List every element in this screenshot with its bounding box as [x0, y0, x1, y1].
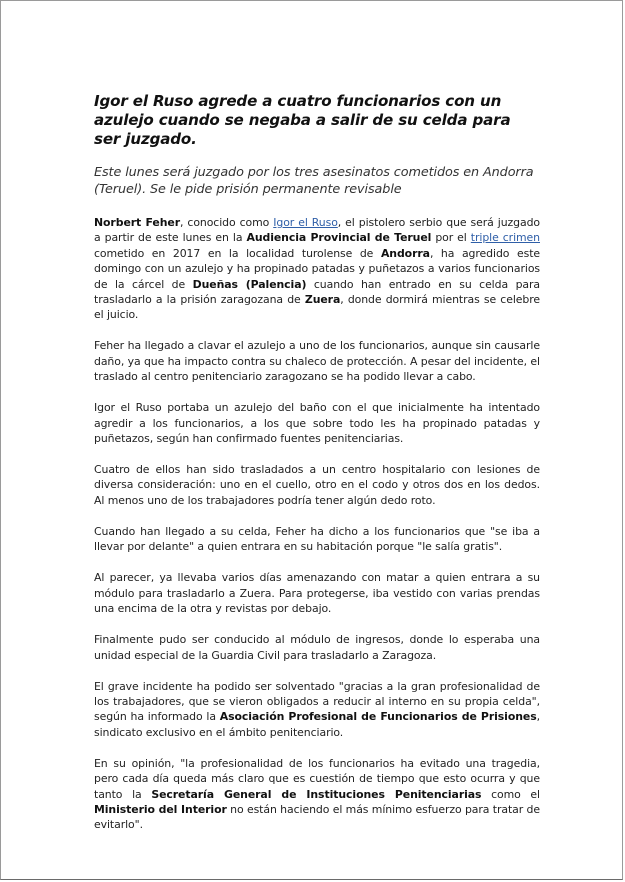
text-run: Feher ha llegado a clavar el azulejo a uno de los funcionarios, aunque sin causarle daño, ya que ha impacto contra su chaleco de protección. A pesar del incidente, el traslado al centro penitenciario zaragozano se ha podido llevar a cabo. [94, 339, 540, 384]
bold-text: Zuera [304, 293, 341, 307]
inline-link[interactable]: triple crimen [470, 231, 540, 245]
text-run: , conocido como [180, 216, 274, 229]
text-run: , ha agredido este domingo con un azulejo y ha propinado patadas y puñetazos a varios funcionarios de la cárcel de [94, 246, 541, 291]
text-run: , donde dormirá mientras se celebre el juicio. [94, 293, 541, 322]
text-run: El grave incidente ha podido ser solventado "gracias a la gran profesionalidad de los trabajadores, que se vieron obligados a reducir al interno en su propia celda", según ha informado la [94, 679, 540, 724]
text-run: como el [481, 787, 540, 801]
text-run: por el [431, 231, 471, 245]
text-run: Al parecer, ya llevaba varios días amenazando con matar a quien entrara a su módulo para trasladarlo a Zuera. Para protegerse, iba vestido con varias prendas una encima de la otra y revistas por debajo. [94, 571, 540, 616]
text-run: Cuando han llegado a su celda, Feher ha dicho a los funcionarios que "se iba a llevar por delante" a quien entrara en su habitación porque "le salía gratis". [94, 524, 540, 554]
text-run: Igor el Ruso portaba un azulejo del baño con el que inicialmente ha intentado agredir a los funcionarios, a los que sobre todo les ha propinado patadas y puñetazos, según han confirmado fuentes penitenciarias. [94, 401, 540, 446]
bold-text: Dueñas (Palencia) [192, 277, 307, 291]
text-run: no están haciendo el más mínimo esfuerzo para tratar de evitarlo". [94, 802, 540, 832]
paragraph [94, 338, 540, 384]
bold-text: Secretaría General de Instituciones Penitenciarias [151, 787, 482, 801]
text-run: cometido en 2017 en la localidad turolense de [94, 246, 381, 260]
paragraph [94, 462, 540, 508]
bold-text: Norbert Feher [94, 216, 181, 229]
text-run: En su opinión, "la profesionalidad de los funcionarios ha evitado una tragedia, pero cada día queda más claro que es cuestión de tiempo que esto ocurra y que tanto la [94, 756, 540, 801]
paragraph [94, 570, 540, 616]
text-run: cuando han entrado en su celda para trasladarlo a la prisión zaragozana de [94, 277, 540, 307]
bold-text: Asociación Profesional de Funcionarios de Prisiones [219, 710, 537, 724]
article-subtitle: Este lunes será juzgado por los tres asesinatos cometidos en Andorra (Teruel). Se le pide prisión permanente revisable [94, 165, 534, 197]
bold-text: Andorra [380, 246, 430, 260]
paragraph [94, 524, 540, 555]
paragraph [94, 756, 540, 833]
article-title: Igor el Ruso agrede a cuatro funcionarios con un azulejo cuando se negaba a salir de su celda para ser juzgado. [94, 92, 511, 148]
paragraph [94, 215, 540, 323]
paragraph [94, 632, 540, 663]
paragraph [94, 679, 540, 741]
text-run: Finalmente pudo ser conducido al módulo de ingresos, donde lo esperaba una unidad especial de la Guardia Civil para trasladarlo a Zaragoza. [94, 633, 540, 662]
inline-link[interactable]: Igor el Ruso [273, 216, 338, 229]
text-run: , sindicato exclusivo en el ámbito penitenciario. [94, 710, 540, 739]
text-run: Cuatro de ellos han sido trasladados a un centro hospitalario con lesiones de diversa consideración: uno en el cuello, otro en el codo y otros dos en los dedos. Al menos uno de los trabajadores podría tener algún dedo roto. [94, 463, 540, 507]
article [94, 92, 540, 833]
paragraph [94, 400, 540, 446]
bold-text: Ministerio del Interior [94, 802, 227, 816]
bold-text: Audiencia Provincial de Teruel [246, 231, 432, 245]
article-body [94, 215, 540, 833]
text-run: , el pistolero serbio que será juzgado a partir de este lunes en la [94, 216, 540, 245]
